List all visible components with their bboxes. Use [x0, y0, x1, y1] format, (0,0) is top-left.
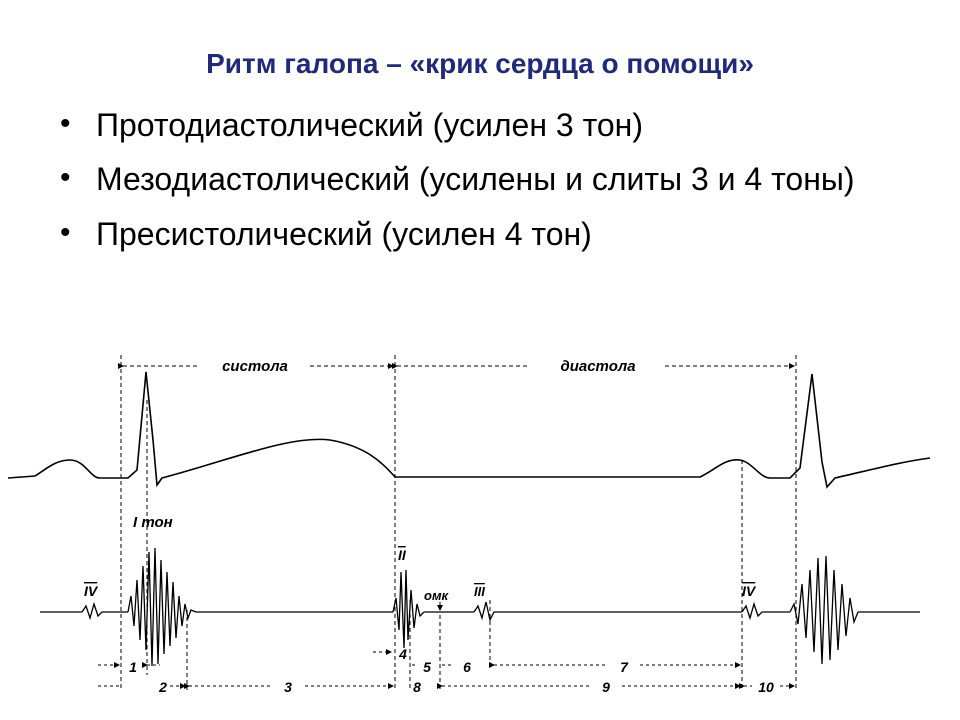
omk-label: омк: [424, 588, 449, 603]
interval-label-5: 5: [423, 659, 431, 675]
bullet-text: Протодиастолический (усилен 3 тон): [96, 107, 643, 143]
fourth-tone-label: IV: [84, 583, 98, 599]
systole-label: систола: [222, 358, 288, 375]
interval-label-8: 8: [413, 679, 421, 695]
bullet-item: [60, 215, 920, 253]
diastole-label: диастола: [560, 358, 636, 375]
bullet-item: [60, 106, 920, 144]
interval-label-9: 9: [602, 679, 610, 695]
ecg-trace: [8, 372, 930, 487]
third-tone-label: III: [474, 584, 485, 599]
interval-label-7: 7: [620, 659, 628, 675]
phonocardiogram-diagram: [0, 340, 960, 710]
slide-title: Ритм галопа – «крик сердца о помощи»: [206, 48, 754, 79]
interval-label-2: 2: [159, 679, 167, 695]
bullet-text: Пресистолический (усилен 4 тон): [96, 215, 592, 252]
bullet-dot: •: [60, 161, 71, 195]
bullet-list: [60, 106, 920, 269]
interval-label-3: 3: [284, 679, 292, 695]
interval-label-10: 10: [758, 679, 774, 695]
phonocardiogram-trace: [40, 548, 920, 666]
bullet-item: [60, 160, 920, 198]
bullet-text: Мезодиастолический (усилены и слиты 3 и 4 тоны): [96, 161, 855, 198]
guide-lines: [121, 355, 796, 690]
bullet-dot: •: [60, 215, 71, 249]
bullet-dot: •: [60, 107, 71, 140]
fourth-tone-label-right: IV: [742, 583, 756, 599]
first-tone-label: I тон: [133, 514, 173, 531]
interval-label-4: 4: [399, 646, 407, 662]
second-tone-label: II: [398, 547, 406, 563]
interval-label-6: 6: [463, 659, 471, 675]
interval-label-1: 1: [129, 659, 137, 675]
interval-arrows: [98, 652, 794, 686]
